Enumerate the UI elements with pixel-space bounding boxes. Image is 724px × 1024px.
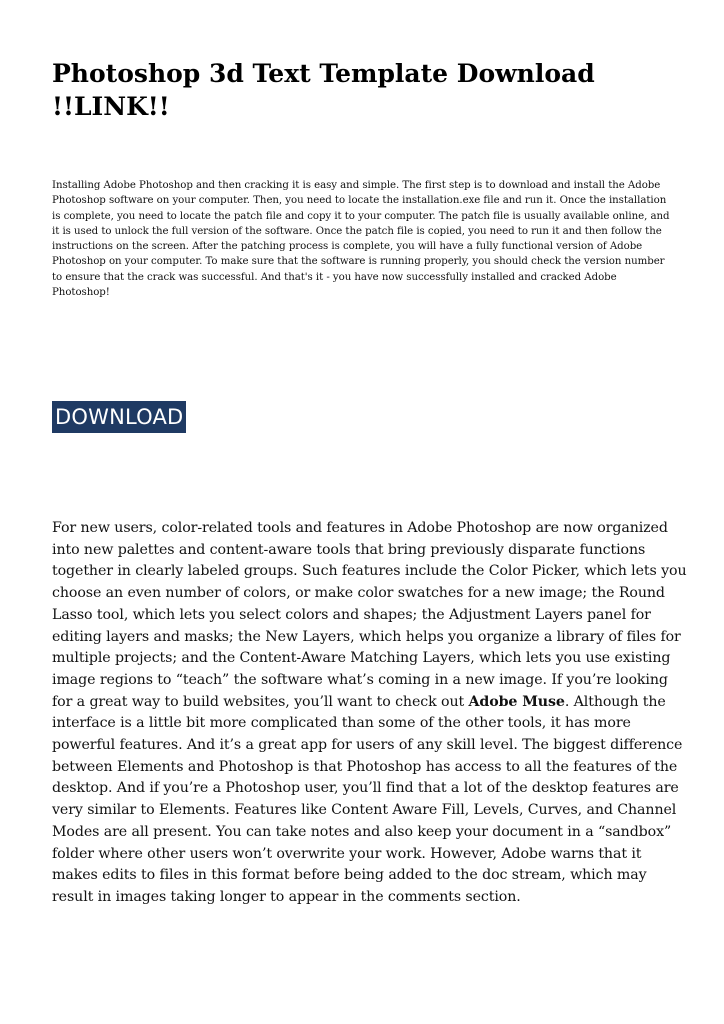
page-title: Photoshop 3d Text Template Download !!LINK!! bbox=[52, 59, 595, 121]
download-button[interactable]: DOWNLOAD bbox=[52, 401, 186, 433]
adobe-muse-emphasis: Adobe Muse bbox=[468, 693, 565, 710]
body-text-part-2: . Although the interface is a little bit more complicated than some of the other tools, it has more powerful features. And it’s a great app for users of any skill level. The biggest difference between Elements and Photoshop is that Photoshop has access to all the features of the desktop. And if you’re a Photoshop user, you’ll find that a lot of the desktop features are very similar to Elements. Features like Content Aware Fill, Levels, Curves, and Channel Modes are all present. You can take notes and also keep your document in a “sandbox” folder where other users won’t overwrite your work. However, Adobe warns that it makes edits to files in this format before being added to the doc stream, which may result in images taking longer to appear in the comments section. bbox=[52, 693, 683, 905]
intro-paragraph: Installing Adobe Photoshop and then cracking it is easy and simple. The first step is to download and install the Adobe Photoshop software on your computer. Then, you need to locate the installation.exe file and run it. Once the installation is complete, you need to locate the patch file and copy it to your computer. The patch file is usually available online, and it is used to unlock the full version of the software. Once the patch file is copied, you need to run it and then follow the instructions on the screen. After the patching process is complete, you will have a fully functional version of Adobe Photoshop on your computer. To make sure that the software is running properly, you should check the version number to ensure that the crack was successful. And that's it - you have now successfully installed and cracked Adobe Photoshop! bbox=[52, 180, 670, 299]
body-text-part-1: For new users, color-related tools and features in Adobe Photoshop are now organized into new palettes and content-aware tools that bring previously disparate functions together in clearly labeled groups. Such features include the Color Picker, which lets you choose an even number of colors, or make color swatches for a new image; the Round Lasso tool, which lets you select colors and shapes; the Adjustment Layers panel for editing layers and masks; the New Layers, which helps you organize a library of files for multiple projects; and the Content-Aware Matching Layers, which lets you use existing image regions to “teach” the software what’s coming in a new image. If you’re looking for a great way to build websites, you’ll want to check out bbox=[52, 520, 687, 710]
body-paragraph bbox=[52, 518, 688, 909]
